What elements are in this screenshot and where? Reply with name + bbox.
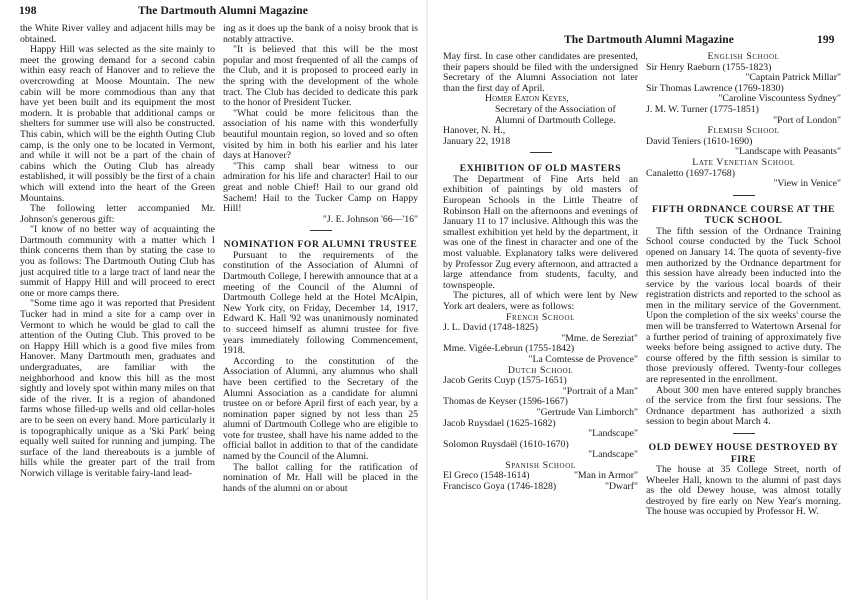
artist-line: J. M. W. Turner (1775-1851) [646, 103, 759, 115]
left-page-number: 198 [19, 5, 37, 17]
right-column-2 [646, 52, 841, 518]
painting-title: "Captain Patrick Millar" [745, 72, 841, 84]
right-page [430, 0, 852, 600]
painting-title: "Portrait of a Man" [562, 385, 638, 397]
paragraph: "What could be more felicitous than the association of his name with this wonderfully beautiful mountain region, so loved and so often visited by him in both his earlier and his later days at Hanover? [223, 107, 418, 162]
paragraph: Pursuant to the requirements of the constitution of the Association of Alumni of Dartmouth College, I herewith announce that at a meeting of the Council of the Alumni of Dartmouth College held at the Hotel McAlpin, New York city, on Friday, December 14, 1917, Edward K. Hall '92 was unanimously nominated to succeed himself as alumni trustee for five years immediately following Commencement, 1918. [223, 249, 418, 357]
right-page-number: 199 [817, 34, 835, 46]
painting-title: "Landscape" [588, 428, 638, 440]
artist-line: Sir Thomas Lawrence (1769-1830) [646, 82, 784, 94]
paragraph: "I know of no better way of acquainting the Dartmouth community with a matter which I think concerns them than by stating the case to you as follows: The Dartmouth Outing Club has just acquired title to a large tract of land near the summit of Happy Hill and will proceed to erect one or more camps there. [20, 224, 215, 299]
section-divider [530, 152, 552, 153]
exhibition-heading: EXHIBITION OF OLD MASTERS [459, 163, 622, 175]
artist-line: David Teniers (1610-1690) [646, 135, 753, 147]
school-heading: French School [506, 311, 575, 323]
school-heading: Spanish School [505, 459, 576, 471]
letter-signature: "J. E. Johnson '66—'16" [322, 213, 418, 225]
artwork-row [443, 482, 638, 493]
artist-line: Thomas de Keyser (1596-1667) [443, 396, 568, 408]
section-divider [733, 195, 755, 196]
paragraph: "It is believed that this will be the most popular and most frequented of all the camps of the Club, and it is proposed to proceed early in the spring with the development of the whole tract. The Club has decided to dedicate this park to the honor of President Tucker. [223, 44, 418, 109]
right-running-title: The Dartmouth Alumni Magazine [564, 34, 734, 46]
signature-name: Homer Eaton Keyes, [485, 93, 569, 105]
painting-title: "La Comtesse de Provence" [528, 353, 638, 365]
artist-line: Mme. Vigée-Lebrun (1755-1842) [443, 343, 575, 355]
paragraph: According to the constitution of the Association of Alumni, any alumnus who shall have been certified to the Secretary of the Alumni Association as a candidate for alumni trustee on or before April first of each year, by a nomination paper signed by not less than 25 alumni of Dartmouth College who are eligible to vote for trustee, shall have his name added to the official ballot in addition to that of the candidate named by the Council of the Alumni. [223, 355, 418, 463]
artist-line: Jacob Gerits Cuyp (1575-1651) [443, 375, 567, 387]
painting-title: "View in Venice" [773, 178, 841, 190]
paragraph: The ballot calling for the ratification of nomination of Mr. Hall will be placed in the hands of the alumni on or about [223, 461, 418, 494]
place-line: Hanover, N. H., [443, 125, 506, 137]
paragraph: May first. In case other candidates are presented, their papers should be filed with the undersigned Secretary of the Alumni Association not later than the first day of April. [443, 51, 638, 94]
section-divider [733, 433, 755, 434]
painting-title: "Mme. de Sereziat" [561, 332, 638, 344]
painting-title: "Port of London" [773, 114, 841, 126]
painting-title: "Landscape with Peasants" [735, 146, 841, 158]
school-heading: Dutch School [507, 364, 574, 376]
school-heading: Flemish School [707, 125, 780, 137]
paragraph: The pictures, all of which were lent by New York art dealers, were as follows: [443, 290, 638, 312]
artist-line: Solomon Ruysdaël (1610-1670) [443, 438, 569, 450]
artist-line: Francisco Goya (1746-1828) [443, 481, 557, 493]
artist-line: Jacob Ruysdael (1625-1682) [443, 417, 556, 429]
paragraph: "Some time ago it was reported that President Tucker had in mind a site for a camp over in Vermont to which he would be glad to call the attention of the Outing Club. This proved to be on Happy Hill which is a good five miles from Hanover. Many Dartmouth men, graduates and undergraduates, are familiar with the neighborhood and know this hill as the most sightly and lovely spot within many miles on that side of the river. It is a region of abandoned farms whose filled-up wells and old cellar-holes are to be seen on every hand. More particularly it is topographically unique as a 'Ski Park' being equally well suited for running and jumping. The surface of the land thereabouts is a jumble of hills while the greater part of the trail from Norwich village is veritable fairy-land lead- [20, 298, 215, 479]
paragraph: The fifth session of the Ordnance Training School course conducted by the Tuck School opened on January 14. The quota of seventy-five men authorized by the Ordnance department for this session have already been inducted into the service by the various local boards of their registration districts and reported to the school as men in the military service of the Government. Upon the completion of the six weeks' course the men will be transferred to Watertown Arsenal for a further period of training of approximately five weeks before being assigned to active duty. The course offered by the fifth session is similar to those previously offered. Twenty-four colleges are represented in the enrollment. [646, 225, 841, 386]
painting-title: "Man in Armor" [573, 470, 638, 482]
artist-line: Canaletto (1697-1768) [646, 167, 735, 179]
ordnance-heading: FIFTH ORDNANCE COURSE AT THE TUCK SCHOOL [651, 203, 836, 227]
school-heading: English School [707, 51, 780, 62]
paragraph: The following letter accompanied Mr. Johnson's generous gift: [20, 203, 215, 225]
paragraph: The house at 35 College Street, north of Wheeler Hall, known to the alumni of past days as the old Dewey house, was almost totally destroyed by fire early on New Year's morning. The house was occupied by Professor H. W. [646, 464, 841, 518]
artist-line: J. L. David (1748-1825) [443, 322, 538, 334]
painting-title: "Dwarf" [604, 481, 638, 493]
paragraph: Happy Hill was selected as the site mainly to meet the growing demand for a second cabin within easy reach of Hanover and to relieve the overcrowding at Moose Mountain. The new cabin will be more commodious than any that have yet been built and its equipment the most modern. It is probable that additional camps or shelters for summer use will also be constructed. This cabin, which will be the eighth Outing Club camp, is the only one to be located in Vermont, and while it will not be a part of the chain of cabins which the Outing Club has already established, it will possibly be the first of a chain which will extend into the heart of the Green Mountains. [20, 44, 215, 204]
painting-title: "Caroline Viscountess Sydney" [718, 93, 841, 105]
date-line: January 22, 1918 [443, 135, 511, 147]
right-column-1 [443, 52, 638, 493]
paragraph: the White River valley and adjacent hills may be obtained. [20, 23, 215, 45]
section-divider [310, 230, 332, 231]
painting-title: "Gertrude Van Limborch" [536, 406, 638, 418]
paragraph: About 300 men have entered supply branches of the service from the first four sessions. The Ordnance department has authorized a sixth session to begin about March 4. [646, 384, 841, 428]
painting-title: "Landscape" [588, 449, 638, 461]
signature-title: Secretary of the Association of Alumni of Dartmouth College. [495, 103, 616, 126]
paragraph: "This camp shall bear witness to our admiration for his life and character! Hail to our great and noble Chief! Hail to our grand old Sachem! Hail to the Tucker Camp on Happy Hill! [223, 160, 418, 215]
dewey-heading: OLD DEWEY HOUSE DESTROYED BY FIRE [648, 442, 839, 465]
left-column-1 [20, 24, 215, 480]
artist-line: Sir Henry Raeburn (1755-1823) [646, 61, 772, 73]
paragraph: ing as it does up the bank of a noisy brook that is notably attractive. [223, 23, 418, 45]
left-running-title: The Dartmouth Alumni Magazine [138, 5, 308, 17]
artist-line: El Greco (1548-1614) [443, 470, 530, 482]
school-heading: Late Venetian School [692, 156, 795, 168]
nomination-heading: NOMINATION FOR ALUMNI TRUSTEE [223, 239, 418, 251]
left-column-2 [223, 24, 418, 494]
paragraph: The Department of Fine Arts held an exhibition of paintings by old masters of European Schools in the Little Theatre of Robinson Hall on the afternoons and evenings of January 11 to 17 inclusive. Although this was the smallest exhibition yet held by the department, it was one of the finest in character and one of the most valuable. Explanatory talks were delivered by Professor Zug every afternoon, and attracted a large attendance from students, faculty, and townspeople. [443, 173, 638, 291]
